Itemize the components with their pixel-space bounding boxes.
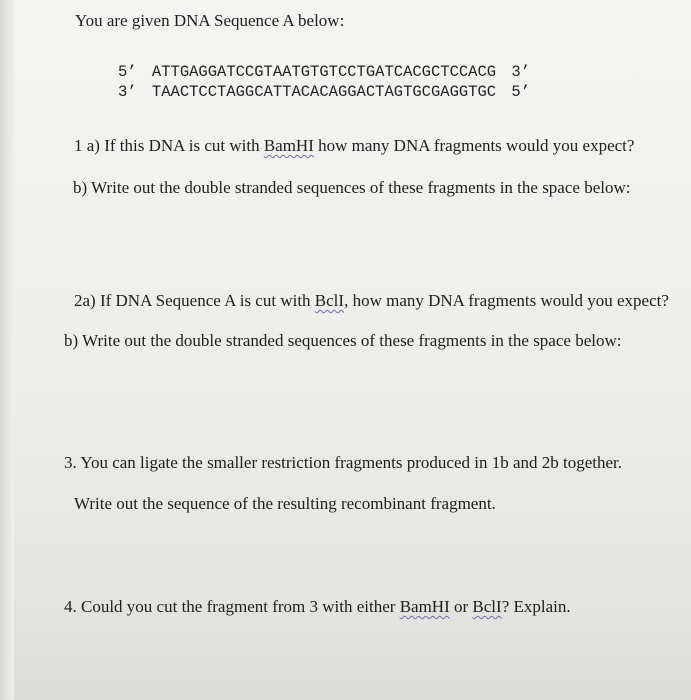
bottom-strand-suffix: 5’ [511, 83, 530, 101]
enzyme-bcli-q4: BclI [472, 597, 502, 616]
enzyme-bamhi-q1: BamHI [263, 136, 314, 155]
question-2b: b) Write out the double stranded sequences of these fragments in the space below: [64, 331, 622, 350]
page-edge-shadow [0, 0, 14, 700]
enzyme-bcli-q2: BclI [314, 291, 345, 310]
bottom-strand-sequence: TAACTCCTAGGCATTACACAGGACTAGTGCGAGGTGC [151, 83, 497, 101]
enzyme-bamhi-q4: BamHI [399, 597, 450, 616]
question-4-text-middle: or [449, 597, 473, 616]
question-1a-text-start: 1 a) If this DNA is cut with [74, 136, 264, 155]
question-2a-text-start: 2a) If DNA Sequence A is cut with [74, 291, 315, 310]
question-1a-text-end: how many DNA fragments would you expect? [313, 136, 635, 155]
top-strand-prefix: 5’ [118, 63, 137, 81]
question-3-line-1: 3. You can ligate the smaller restriction fragments produced in 1b and 2b together. [64, 453, 623, 472]
question-4-text-start: 4. Could you cut the fragment from 3 with either [64, 597, 400, 616]
question-1b: b) Write out the double stranded sequences of these fragments in the space below: [73, 178, 631, 197]
top-strand-suffix: 3’ [511, 63, 530, 81]
question-1a [74, 136, 634, 156]
top-strand-line [118, 63, 530, 81]
intro-text: You are given DNA Sequence A below: [75, 11, 345, 30]
bottom-strand-prefix: 3’ [118, 83, 137, 101]
question-4 [64, 597, 571, 617]
bottom-strand-line [118, 83, 530, 101]
question-3-line-2: Write out the sequence of the resulting recombinant fragment. [74, 494, 496, 513]
top-strand-sequence: ATTGAGGATCCGTAATGTGTCCTGATCACGCTCCACG [151, 63, 497, 81]
question-2a [74, 291, 669, 311]
question-4-text-end: ? Explain. [501, 597, 571, 616]
question-2a-text-end: , how many DNA fragments would you expect? [344, 291, 669, 310]
